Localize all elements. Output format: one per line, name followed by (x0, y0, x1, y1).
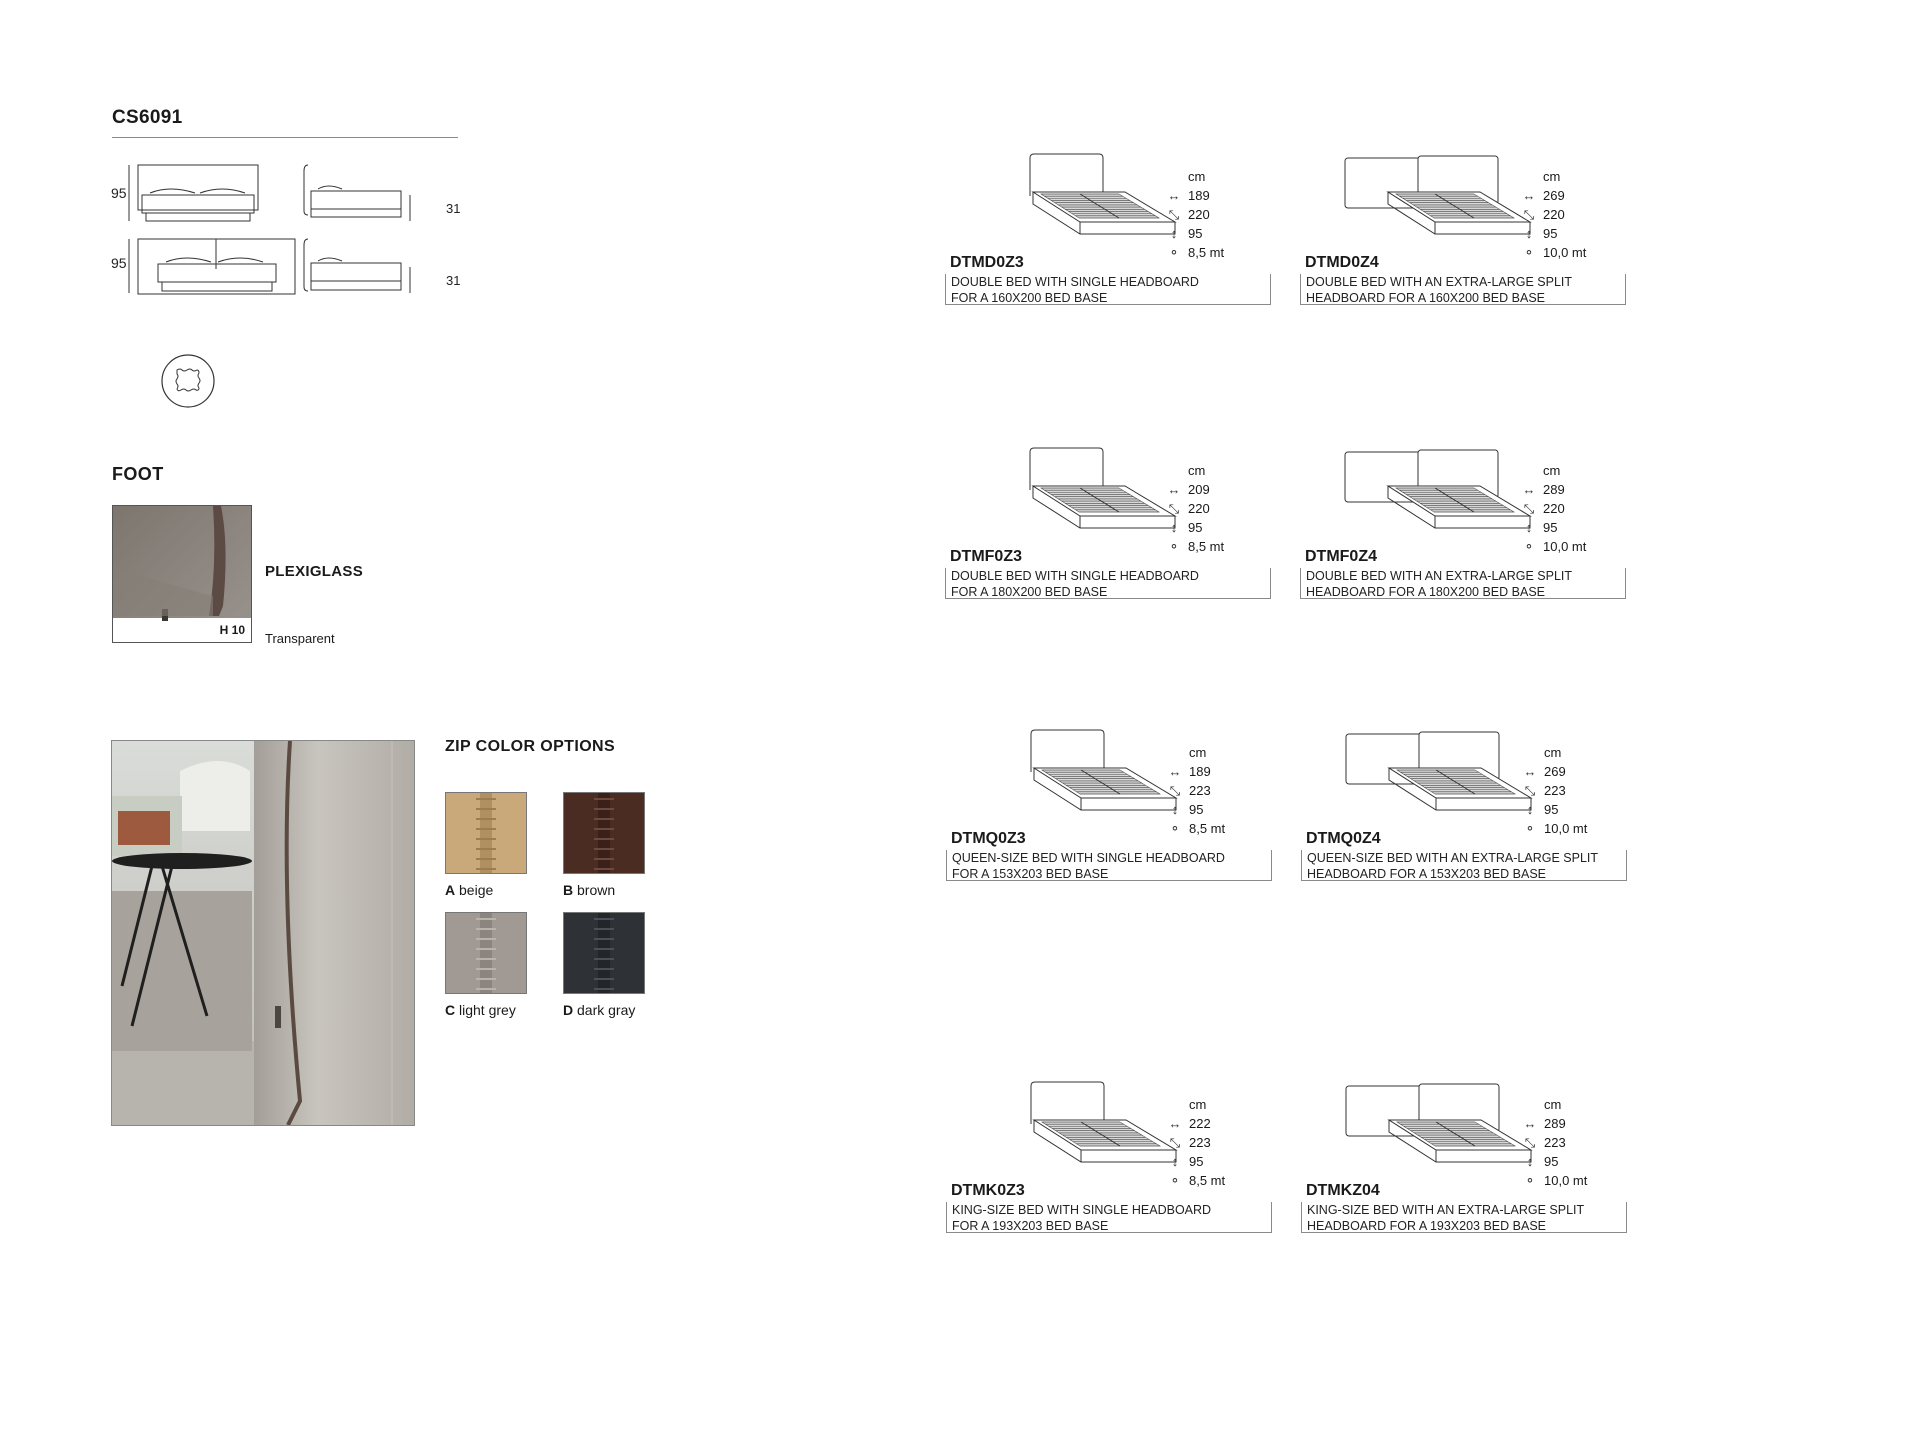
depth-arrow-icon: ⤡ (1523, 207, 1535, 222)
title-rule (112, 137, 458, 138)
spec-height (1161, 1152, 1225, 1171)
spec-height (1161, 800, 1225, 819)
spec-fabric (1516, 819, 1587, 838)
product-card[interactable] (1301, 1078, 1636, 1248)
zip-light-grey-texture (446, 913, 526, 993)
height-arrow-icon: ↕ (1525, 520, 1533, 535)
height-arrow-icon: ↕ (1171, 1154, 1179, 1169)
unit-label: cm (1543, 463, 1561, 478)
foot-title: FOOT (112, 464, 164, 484)
description-line-1: QUEEN-SIZE BED WITH SINGLE HEADBOARD (952, 851, 1225, 865)
spec-fabric (1515, 243, 1586, 262)
unit-label: cm (1188, 463, 1206, 478)
depth-value: 220 (1543, 207, 1565, 222)
zip-label-beige (445, 882, 493, 898)
unit-label: cm (1189, 1097, 1207, 1112)
height-arrow-icon: ↕ (1170, 520, 1178, 535)
spec-unit (1516, 743, 1587, 762)
spec-depth (1160, 499, 1224, 518)
spec-width (1160, 186, 1224, 205)
unit-label: cm (1188, 169, 1206, 184)
product-description (1300, 274, 1626, 305)
unit-label: cm (1544, 1097, 1562, 1112)
spec-fabric (1515, 537, 1586, 556)
fabric-value: 10,0 mt (1543, 245, 1587, 260)
depth-value: 220 (1188, 207, 1210, 222)
product-code: DTMF0Z4 (1305, 548, 1377, 565)
description-line-1: QUEEN-SIZE BED WITH AN EXTRA-LARGE SPLIT (1307, 851, 1599, 865)
zip-label-light-grey (445, 1002, 516, 1018)
description-line-2: FOR A 160X200 BED BASE (951, 291, 1108, 305)
fabric-roll-icon: ⚬ (1168, 539, 1180, 554)
spec-depth (1515, 499, 1586, 518)
foot-image (113, 506, 251, 642)
spec-height (1160, 518, 1224, 537)
zip-dark-gray-texture (564, 913, 644, 993)
spec-height (1516, 800, 1587, 819)
height-value: 95 (1544, 802, 1559, 817)
description-line-2: HEADBOARD FOR A 180X200 BED BASE (1306, 585, 1545, 599)
product-description (1301, 1202, 1627, 1233)
width-arrow-icon: ↔ (1522, 482, 1536, 497)
description-line-2: FOR A 193X203 BED BASE (952, 1219, 1109, 1233)
height-value: 95 (1189, 1154, 1204, 1169)
width-value: 269 (1544, 764, 1566, 779)
product-card[interactable] (1301, 726, 1636, 896)
spec-depth (1516, 781, 1587, 800)
product-description (945, 274, 1271, 305)
description-line-1: KING-SIZE BED WITH SINGLE HEADBOARD (952, 1203, 1212, 1217)
product-specs (1515, 167, 1586, 262)
product-description (1300, 568, 1626, 599)
spec-depth (1516, 1133, 1587, 1152)
product-code: DTMD0Z3 (950, 254, 1024, 271)
zip-swatch-brown[interactable] (563, 792, 645, 874)
depth-value: 223 (1189, 1135, 1211, 1150)
fabric-roll-icon: ⚬ (1169, 821, 1181, 836)
headboard-photo (111, 740, 415, 1126)
height-arrow-icon: ↕ (1525, 226, 1533, 241)
zip-name-beige: beige (459, 882, 494, 898)
height-label-split: 95 (111, 255, 127, 271)
spec-width (1161, 762, 1225, 781)
spec-height (1515, 518, 1586, 537)
product-card[interactable] (946, 726, 1281, 896)
description-line-2: HEADBOARD FOR A 193X203 BED BASE (1307, 1219, 1546, 1233)
zip-name-light-grey: light grey (459, 1002, 516, 1018)
spec-width (1516, 1114, 1587, 1133)
zip-swatch-dark-gray[interactable] (563, 912, 645, 994)
height-value: 95 (1188, 226, 1203, 241)
zip-letter-c: C (445, 1002, 456, 1018)
fabric-value: 8,5 mt (1189, 821, 1226, 836)
product-specs (1161, 743, 1225, 838)
fabric-roll-icon: ⚬ (1169, 1173, 1181, 1188)
spec-depth (1161, 781, 1225, 800)
fabric-value: 10,0 mt (1544, 821, 1588, 836)
description-line-1: KING-SIZE BED WITH AN EXTRA-LARGE SPLIT (1307, 1203, 1585, 1217)
depth-arrow-icon: ⤡ (1524, 783, 1536, 798)
width-arrow-icon: ↔ (1523, 764, 1537, 779)
spec-fabric (1160, 537, 1224, 556)
spec-unit (1161, 1095, 1225, 1114)
product-code: DTMK0Z3 (951, 1182, 1025, 1199)
zip-label-dark-gray (563, 1002, 635, 1018)
product-description (1301, 850, 1627, 881)
foot-photo (112, 505, 252, 643)
description-line-2: FOR A 180X200 BED BASE (951, 585, 1108, 599)
fabric-value: 8,5 mt (1189, 1173, 1226, 1188)
spec-fabric (1160, 243, 1224, 262)
depth-arrow-icon: ⤡ (1169, 1135, 1181, 1150)
spec-width (1516, 762, 1587, 781)
width-value: 189 (1189, 764, 1211, 779)
description-line-1: DOUBLE BED WITH SINGLE HEADBOARD (951, 569, 1199, 583)
spec-height (1160, 224, 1224, 243)
spec-width (1160, 480, 1224, 499)
depth-arrow-icon: ⤡ (1169, 783, 1181, 798)
height-value: 95 (1543, 520, 1558, 535)
spec-unit (1516, 1095, 1587, 1114)
base-height-label-bottom: 31 (446, 273, 461, 288)
product-description (946, 1202, 1272, 1233)
zip-letter-d: D (563, 1002, 574, 1018)
unit-label: cm (1544, 745, 1562, 760)
depth-arrow-icon: ⤡ (1523, 501, 1535, 516)
spec-width (1515, 186, 1586, 205)
product-code: DTMF0Z3 (950, 548, 1022, 565)
description-line-1: DOUBLE BED WITH SINGLE HEADBOARD (951, 275, 1199, 289)
width-value: 209 (1188, 482, 1210, 497)
fabric-value: 10,0 mt (1544, 1173, 1588, 1188)
width-arrow-icon: ↔ (1522, 188, 1536, 203)
model-code: CS6091 (112, 107, 183, 128)
description-line-1: DOUBLE BED WITH AN EXTRA-LARGE SPLIT (1306, 275, 1573, 289)
zip-letter-b: B (563, 882, 574, 898)
product-description (946, 850, 1272, 881)
product-card[interactable] (945, 444, 1280, 614)
depth-arrow-icon: ⤡ (1168, 207, 1180, 222)
width-arrow-icon: ↔ (1167, 482, 1181, 497)
product-specs (1516, 1095, 1587, 1190)
height-arrow-icon: ↕ (1170, 226, 1178, 241)
spec-height (1515, 224, 1586, 243)
depth-value: 223 (1544, 1135, 1566, 1150)
spec-depth (1161, 1133, 1225, 1152)
zip-name-brown: brown (577, 882, 616, 898)
description-line-2: HEADBOARD FOR A 160X200 BED BASE (1306, 291, 1545, 305)
zip-label-brown (563, 882, 615, 898)
width-value: 269 (1543, 188, 1565, 203)
spec-unit (1160, 461, 1224, 480)
width-arrow-icon: ↔ (1523, 1116, 1537, 1131)
product-card[interactable] (946, 1078, 1281, 1248)
zip-swatch-beige[interactable] (445, 792, 527, 874)
width-value: 222 (1189, 1116, 1211, 1131)
height-value: 95 (1544, 1154, 1559, 1169)
height-value: 95 (1543, 226, 1558, 241)
spec-depth (1515, 205, 1586, 224)
zip-letter-a: A (445, 882, 456, 898)
product-specs (1160, 461, 1224, 556)
fabric-roll-icon: ⚬ (1523, 245, 1535, 260)
product-specs (1161, 1095, 1225, 1190)
zip-swatch-light-grey[interactable] (445, 912, 527, 994)
zip-name-dark-gray: dark gray (577, 1002, 636, 1018)
headboard-image (112, 741, 414, 1125)
product-card[interactable] (1300, 444, 1635, 614)
foot-finish: Transparent (265, 631, 335, 646)
height-value: 95 (1188, 520, 1203, 535)
depth-value: 220 (1188, 501, 1210, 516)
zip-title: ZIP COLOR OPTIONS (445, 738, 616, 755)
product-code: DTMD0Z4 (1305, 254, 1379, 271)
width-arrow-icon: ↔ (1168, 764, 1182, 779)
fabric-roll-icon: ⚬ (1168, 245, 1180, 260)
depth-arrow-icon: ⤡ (1524, 1135, 1536, 1150)
width-value: 289 (1543, 482, 1565, 497)
width-arrow-icon: ↔ (1167, 188, 1181, 203)
depth-value: 223 (1544, 783, 1566, 798)
fabric-roll-icon: ⚬ (1524, 1173, 1536, 1188)
dimension-drawings (108, 155, 478, 305)
depth-value: 223 (1189, 783, 1211, 798)
product-specs (1160, 167, 1224, 262)
description-line-1: DOUBLE BED WITH AN EXTRA-LARGE SPLIT (1306, 569, 1573, 583)
width-value: 289 (1544, 1116, 1566, 1131)
height-arrow-icon: ↕ (1526, 1154, 1534, 1169)
description-line-2: FOR A 153X203 BED BASE (952, 867, 1109, 881)
width-value: 189 (1188, 188, 1210, 203)
zip-beige-texture (446, 793, 526, 873)
spec-depth (1160, 205, 1224, 224)
spec-fabric (1516, 1171, 1587, 1190)
description-line-2: HEADBOARD FOR A 153X203 BED BASE (1307, 867, 1546, 881)
fabric-roll-icon: ⚬ (1524, 821, 1536, 836)
product-code: DTMKZ04 (1306, 1182, 1380, 1199)
spec-width (1515, 480, 1586, 499)
bed-elevation-drawings (108, 155, 478, 305)
spec-fabric (1161, 819, 1225, 838)
care-symbol-icon (160, 353, 216, 409)
spec-unit (1161, 743, 1225, 762)
depth-arrow-icon: ⤡ (1168, 501, 1180, 516)
spec-unit (1515, 167, 1586, 186)
fabric-value: 10,0 mt (1543, 539, 1587, 554)
product-card[interactable] (1300, 150, 1635, 320)
width-arrow-icon: ↔ (1168, 1116, 1182, 1131)
foot-material: PLEXIGLASS (265, 563, 364, 580)
fabric-value: 8,5 mt (1188, 539, 1225, 554)
product-specs (1516, 743, 1587, 838)
product-code: DTMQ0Z3 (951, 830, 1026, 847)
spec-unit (1515, 461, 1586, 480)
unit-label: cm (1189, 745, 1207, 760)
zip-brown-texture (564, 793, 644, 873)
height-arrow-icon: ↕ (1171, 802, 1179, 817)
spec-height (1516, 1152, 1587, 1171)
height-arrow-icon: ↕ (1526, 802, 1534, 817)
spec-width (1161, 1114, 1225, 1133)
product-code: DTMQ0Z4 (1306, 830, 1381, 847)
fabric-roll-icon: ⚬ (1523, 539, 1535, 554)
product-description (945, 568, 1271, 599)
height-label-single: 95 (111, 185, 127, 201)
fabric-value: 8,5 mt (1188, 245, 1225, 260)
spec-fabric (1161, 1171, 1225, 1190)
spec-unit (1160, 167, 1224, 186)
foot-height-label: H 10 (219, 623, 245, 637)
height-value: 95 (1189, 802, 1204, 817)
depth-value: 220 (1543, 501, 1565, 516)
base-height-label-top: 31 (446, 201, 461, 216)
unit-label: cm (1543, 169, 1561, 184)
product-specs (1515, 461, 1586, 556)
product-card[interactable] (945, 150, 1280, 320)
